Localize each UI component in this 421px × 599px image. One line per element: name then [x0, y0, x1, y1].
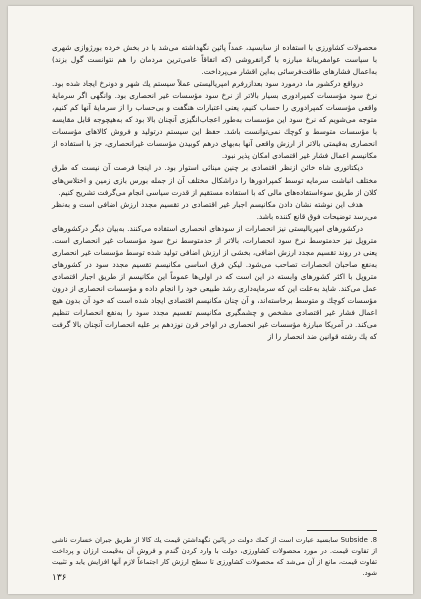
body-text	[52, 42, 377, 343]
paragraph-5: درکشورهای امپریالیستی نیز انحصارات از سودهای انحصاری استفاده می‌کنند. به‌بیان دیگر درکشورهای متروپل نیز حدمتوسط نرخ سود انحصارات، بالاتر از حدمتوسط نرخ سود مؤسسات غیر انحصاری است. یعنی در روند تقسیم مجدد ارزش اضافی، بخشی از ارزش اضافی تولید شده توسط مؤسسات غیر انحصاری به‌نفع صاحبان انحصارات تصاحب می‌شود. لیکن فرق اساسی مکانیسم تقسیم مجدد سود در کشورهای متروپل با اکثر کشورهای وابسته در این است که در اولی‌ها عموماً این مکانیسم از طریق اجبار اقتصادی عمل می‌کند. شاید به‌علت این که سرمایه‌داری رشد طبیعی خود را انجام داده و مؤسسات انحصاری از درون مؤسسات کوچك و متوسط برخاسته‌اند، و آن چنان مکانیسم اقتصادی ایجاد شده است که خود آن بدون هیچ اعمال فشار غیر اقتصادی مشخص و چشمگیری مکانیسم تقسیم مجدد سود را به‌نفع انحصارات تنظیم می‌کند. در آمریکا مبارزهٔ مؤسسات غیر انحصاری در اواخر قرن نوزدهم بر علیه انحصارات آنچنان بالا گرفت که یك رشته قوانین ضد انحصار را از	[52, 223, 377, 342]
footnote-divider	[307, 530, 377, 531]
paragraph-1: محصولات کشاورزی با استفاده از سابسید، عمداً پائین نگهداشته می‌شد با در بخش خرده بورژوازی شهری با سیاست عوامفریبانهٔ مبارزه با گرانفروشی (که اتفاقاً عامی‌ترین مردمان را هم نتوانست گول بزند) به‌اعمال فشارهای طاقت‌فرسائی به‌این اقشار می‌پرداخت.	[52, 43, 377, 77]
book-page	[8, 6, 413, 594]
footnote-text: سابسید عبارت است از کمك دولت در پائین نگهداشتن قیمت یك کالا از طریق جبران خسارت ناشی از تفاوت قیمت. در مورد محصولات کشاورزی، دولت با وارد کردن گندم و فروش آن به‌قیمت ارزان و پرداخت تفاوت قیمت، مانع از آن می‌شد که محصولات کشاورزی تا سطح ارزش کار اجتماعاً لازم آنها افزایش یابد و تثبیت شود.	[52, 536, 377, 577]
footnote-label: Subside .8	[340, 536, 377, 544]
paragraph-2: درواقع درکشور ما، درمورد سود بعدازرفرم امپریالیستی عملاً سیستم یك شهر و دونرخ ایجاد شده بود. نرخ سود مؤسسات کمپرادوری بسیار بالاتر از نرخ سود مؤسسات غیر انحصاری بود. وانگهی اگر سرمایهٔ واقعی مؤسسات کمپرادوری را حساب کنیم، یعنی اعتبارات هنگفت و بی‌حساب را از سرمایهٔ آنها کم کنیم، متوجه می‌شویم که نرخ سود این مؤسسات به‌طور اعجاب‌انگیزی آنچنان بالا بود که به‌هیچوجه قابل مقایسه با مؤسسات متوسط و کوچك نمی‌توانست باشد. حفظ این سیستم درتولید و فروش کالاهای مؤسسات انحصاری به‌قیمتی بالاتر از ارزش واقعی آنها به‌بهای درهم کوبیدن مؤسسات غیرانحصاری، جز با استفاده از مکانیسم اعمال فشار غیر اقتصادی امکان پذیر نبود.	[52, 79, 377, 161]
footnote	[52, 535, 377, 579]
paragraph-4: هدف این نوشته نشان دادن مکانیسم اجبار غیر اقتصادی در تقسیم مجدد ارزش اضافی است و به‌نظر می‌رسد توضیحات فوق قانع کننده باشد.	[52, 199, 377, 221]
paragraph-3: دیکتاتوری شاه خائن ازنظر اقتصادی بر چنین مبنائی استوار بود. در اینجا فرصت آن نیست که طرق مختلف انباشت سرمایه توسط کمپرادورها را دراشکال مختلف آن از جمله بورس بازی زمین و اختلاس‌های کلان از طریق سوءاستفاده‌های مالی که با استفاده مستقیم از قدرت سیاسی انجام می‌گرفت تشریح کنیم.	[52, 163, 377, 197]
page-number: ۱۳۶	[52, 573, 67, 583]
